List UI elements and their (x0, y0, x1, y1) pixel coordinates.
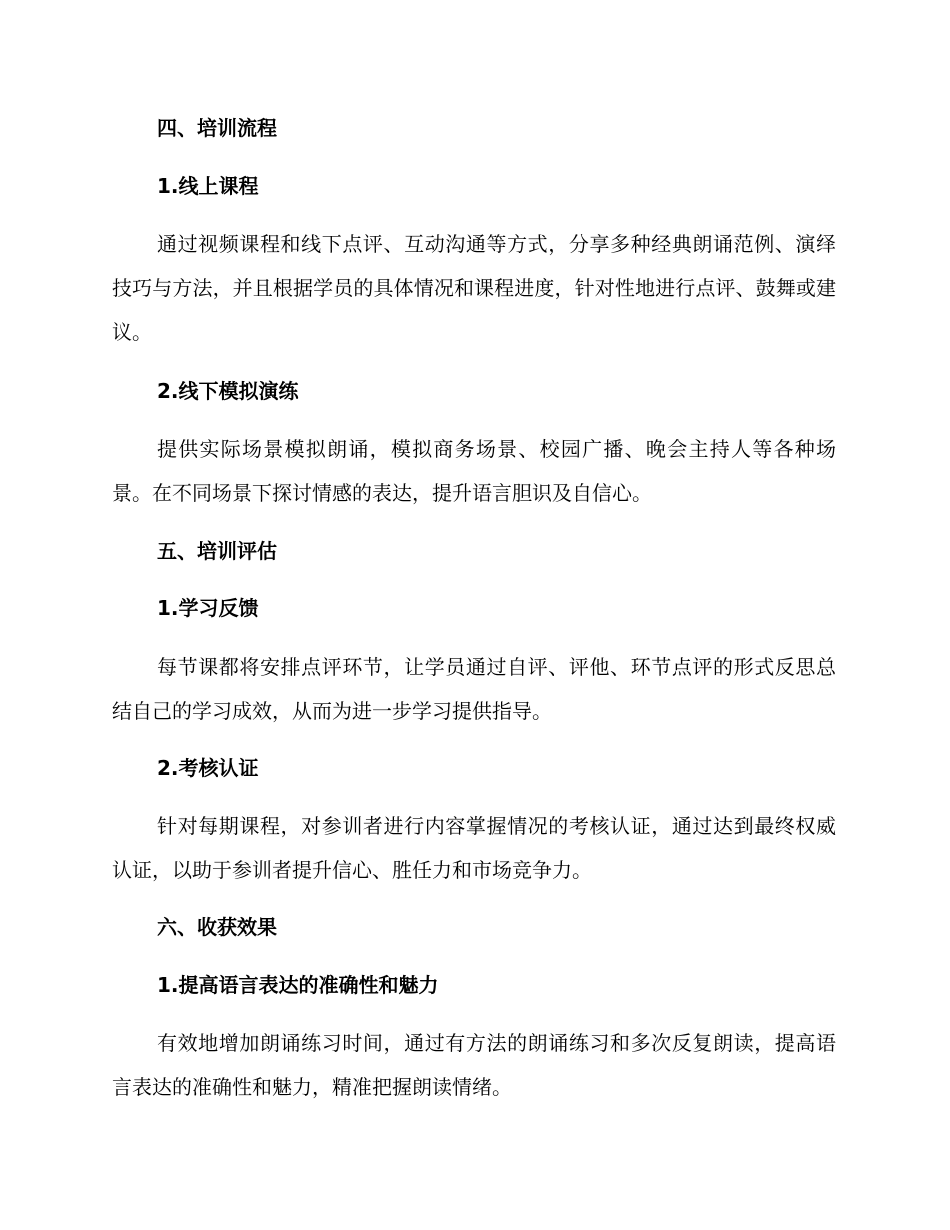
subsection-heading-assessment-certification: 2.考核认证 (157, 756, 259, 780)
section-heading-training-evaluation: 五、培训评估 (157, 539, 277, 563)
paragraph-online-course: 通过视频课程和线下点评、互动沟通等方式，分享多种经典朗诵范例、演绎技巧与方法，并且根据学员的具体情况和课程进度，针对性地进行点评、鼓舞或建议。 (112, 232, 836, 344)
paragraph-assessment-certification: 针对每期课程，对参训者进行内容掌握情况的考核认证，通过达到最终权威认证，以助于参训者提升信心、胜任力和市场竞争力。 (112, 814, 836, 882)
paragraph-expression-accuracy: 有效地增加朗诵练习时间，通过有方法的朗诵练习和多次反复朗读，提高语言表达的准确性和魅力，精准把握朗读情绪。 (112, 1031, 836, 1099)
subsection-heading-expression-accuracy: 1.提高语言表达的准确性和魅力 (157, 973, 439, 997)
subsection-heading-online-course: 1.线上课程 (157, 174, 259, 198)
subsection-heading-learning-feedback: 1.学习反馈 (157, 596, 259, 620)
paragraph-learning-feedback: 每节课都将安排点评环节，让学员通过自评、评他、环节点评的形式反思总结自己的学习成效，从而为进一步学习提供指导。 (112, 655, 836, 723)
section-heading-training-process: 四、培训流程 (157, 116, 277, 140)
paragraph-offline-drill: 提供实际场景模拟朗诵，模拟商务场景、校园广播、晚会主持人等各种场景。在不同场景下探讨情感的表达，提升语言胆识及自信心。 (112, 437, 836, 505)
section-heading-outcomes: 六、收获效果 (157, 915, 277, 939)
subsection-heading-offline-drill: 2.线下模拟演练 (157, 379, 299, 403)
